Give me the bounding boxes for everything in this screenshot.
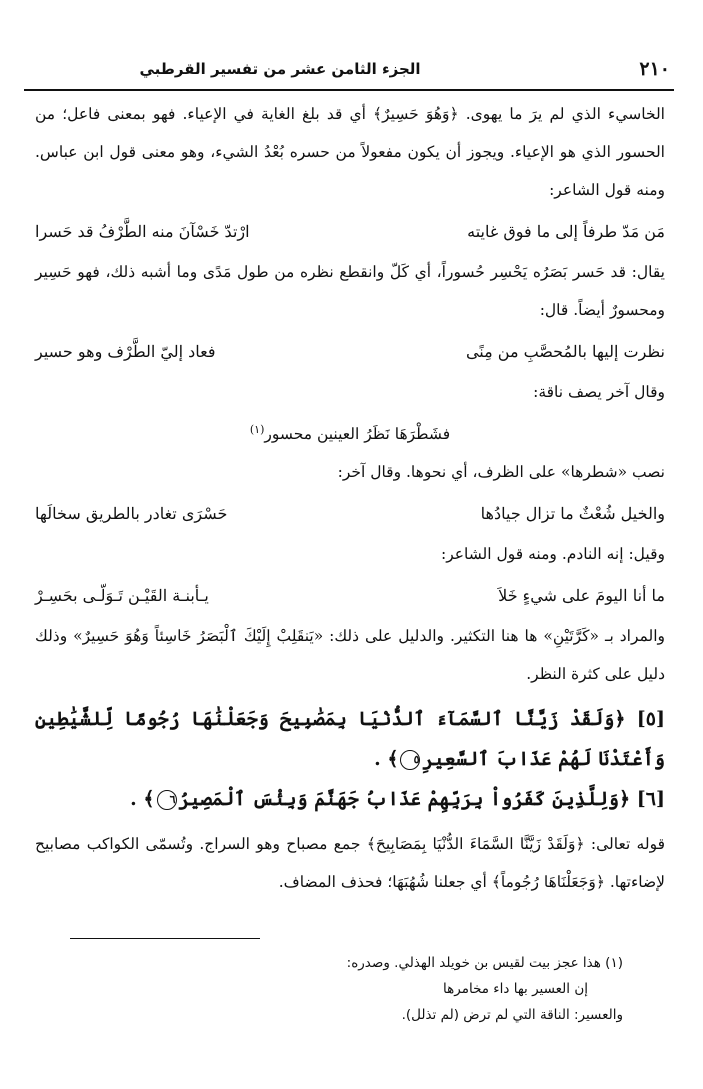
verse-2-second-hemistich: فعاد إليّ الطَّرْف وهو حسير [35, 341, 216, 361]
running-title: الجزء الثامن عشر من تفسير القرطبي [139, 60, 421, 78]
paragraph-7: قوله تعالى: ﴿وَلَقَدْ زَيَّنَّا السَّمَاءَ الدُّنْيَا بِمَصَابِيحَ﴾ جمع مصباح وهو السراج. وتُسمّى الكواكب مصابيح لإضاءتها. ﴿وَجَعَلْنَاهَا رُجُوماً﴾ أي جعلنا شُهُبَهَا؛ فحذف المضاف. [35, 835, 665, 892]
verse-5-first-hemistich: ما أنا اليومَ على شيءٍ خَلاَ [498, 585, 665, 605]
footnote-rule [70, 938, 260, 939]
footnotes [63, 950, 623, 1028]
footnote-ref-1[interactable]: (١) [249, 423, 265, 436]
paragraph-5: وقيل: إنه النادم. ومنه قول الشاعر: [440, 545, 665, 564]
paragraph-1: الخاسيء الذي لم يرَ ما يهوى. ﴿وَهُوَ حَسِيرٌ﴾ أي قد بلغ الغاية في الإعياء. فهو بمعنى فاعل؛ من الحسور الذي هو الإعياء. ويجوز أن يكون مفعولاً من حسره بُعْدُ الشيء، وهو معنى قول ابن عباس. ومنه قول الشاعر: [35, 105, 665, 199]
paragraph-3: وقال آخر يصف ناقة: [533, 383, 665, 401]
quran-verse-5-close: ﴾ . [374, 748, 399, 771]
verse-3-text: فشَطْرَهَا نَظَرُ العينين محسور [264, 425, 451, 444]
page-number: ٢١٠ [639, 58, 670, 80]
poetry-verse-2 [35, 329, 665, 373]
ayah-end-marker-6: ٦ [157, 790, 177, 810]
verse-4-second-hemistich: حَسْرَى تغادر بالطريق سخالَها [35, 503, 228, 523]
footnote-1: (١) هذا عجز بيت لقيس بن خويلد الهذلي. وصدره: [346, 955, 623, 971]
verse-2-first-hemistich: نظرت إليها بالمُحصَّبِ من مِنًى [465, 341, 665, 361]
quran-verse-6-text: ﴿وَلِلَّذِينَ كَفَرُواْ بِرَبِّهِمْ عَذَابُ جَهَنَّمَ وَبِئْسَ ٱلْمَصِيرُ [178, 788, 631, 811]
footnote-1-quote: إن العسير بها داء مخامرها [443, 981, 588, 997]
paragraph-6: والمراد بـ «كَرَّتَيْنِ» ها هنا التكثير. والدليل على ذلك: «يَنقَلِبْ إِلَيْكَ ٱلْبَصَرُ خَاسِئاً وَهُوَ حَسِيرٌ» وذلك دليل على كثرة النظر. [35, 627, 665, 684]
main-text [35, 95, 665, 901]
footnote-1-gloss: والعسير: الناقة التي لم ترض (لم تذلل). [401, 1007, 623, 1023]
verse-4-first-hemistich: والخيل شُعْثٌ ما تزال جيادُها [480, 503, 665, 523]
ayah-end-marker-5: ٥ [400, 750, 420, 770]
paragraph-4: نصب «شطرها» على الظرف، أي نحوها. وقال آخر: [337, 463, 665, 482]
quran-verse-5 [35, 699, 665, 779]
header-rule [24, 89, 674, 91]
quran-verse-6 [35, 779, 665, 819]
quran-verse-6-close: ﴾ . [130, 788, 155, 811]
verse-number-6: [٦] [636, 788, 665, 811]
poetry-verse-4 [35, 491, 665, 535]
verse-5-second-hemistich: يـأبنـة القَيْـن تَـوَلّـى بحَسِـرْ [35, 585, 209, 605]
poetry-verse-3 [35, 411, 665, 453]
poetry-verse-1 [35, 209, 665, 253]
poetry-verse-5 [35, 573, 665, 617]
quran-verse-5-text: ﴿وَلَقَدْ زَيَّنَّا ٱلسَّمَآءَ ٱلدُّنْيَا بِمَصَٰبِيحَ وَجَعَلْنَٰهَا رُجُومًا لِّلشَّيَٰطِينِ وَأَعْتَدْنَا لَهُمْ عَذَابَ ٱلسَّعِيرِ [35, 708, 665, 771]
page-header [40, 58, 670, 86]
verse-1-first-hemistich: مَن مَدّ طرفاً إلى ما فوق غايته [467, 221, 665, 241]
paragraph-2: يقال: قد حَسر بَصَرُه يَحْسِر حُسوراً، أي كَلّ وانقطع نظره من طول مَدًى وما أشبه ذلك، فهو حَسِير ومحسورٌ أيضاً. قال: [35, 263, 665, 319]
verse-number-5: [٥] [636, 708, 665, 731]
verse-1-second-hemistich: ارْتدّ خَسْآنَ منه الطَّرْفُ قد حَسرا [35, 221, 250, 241]
